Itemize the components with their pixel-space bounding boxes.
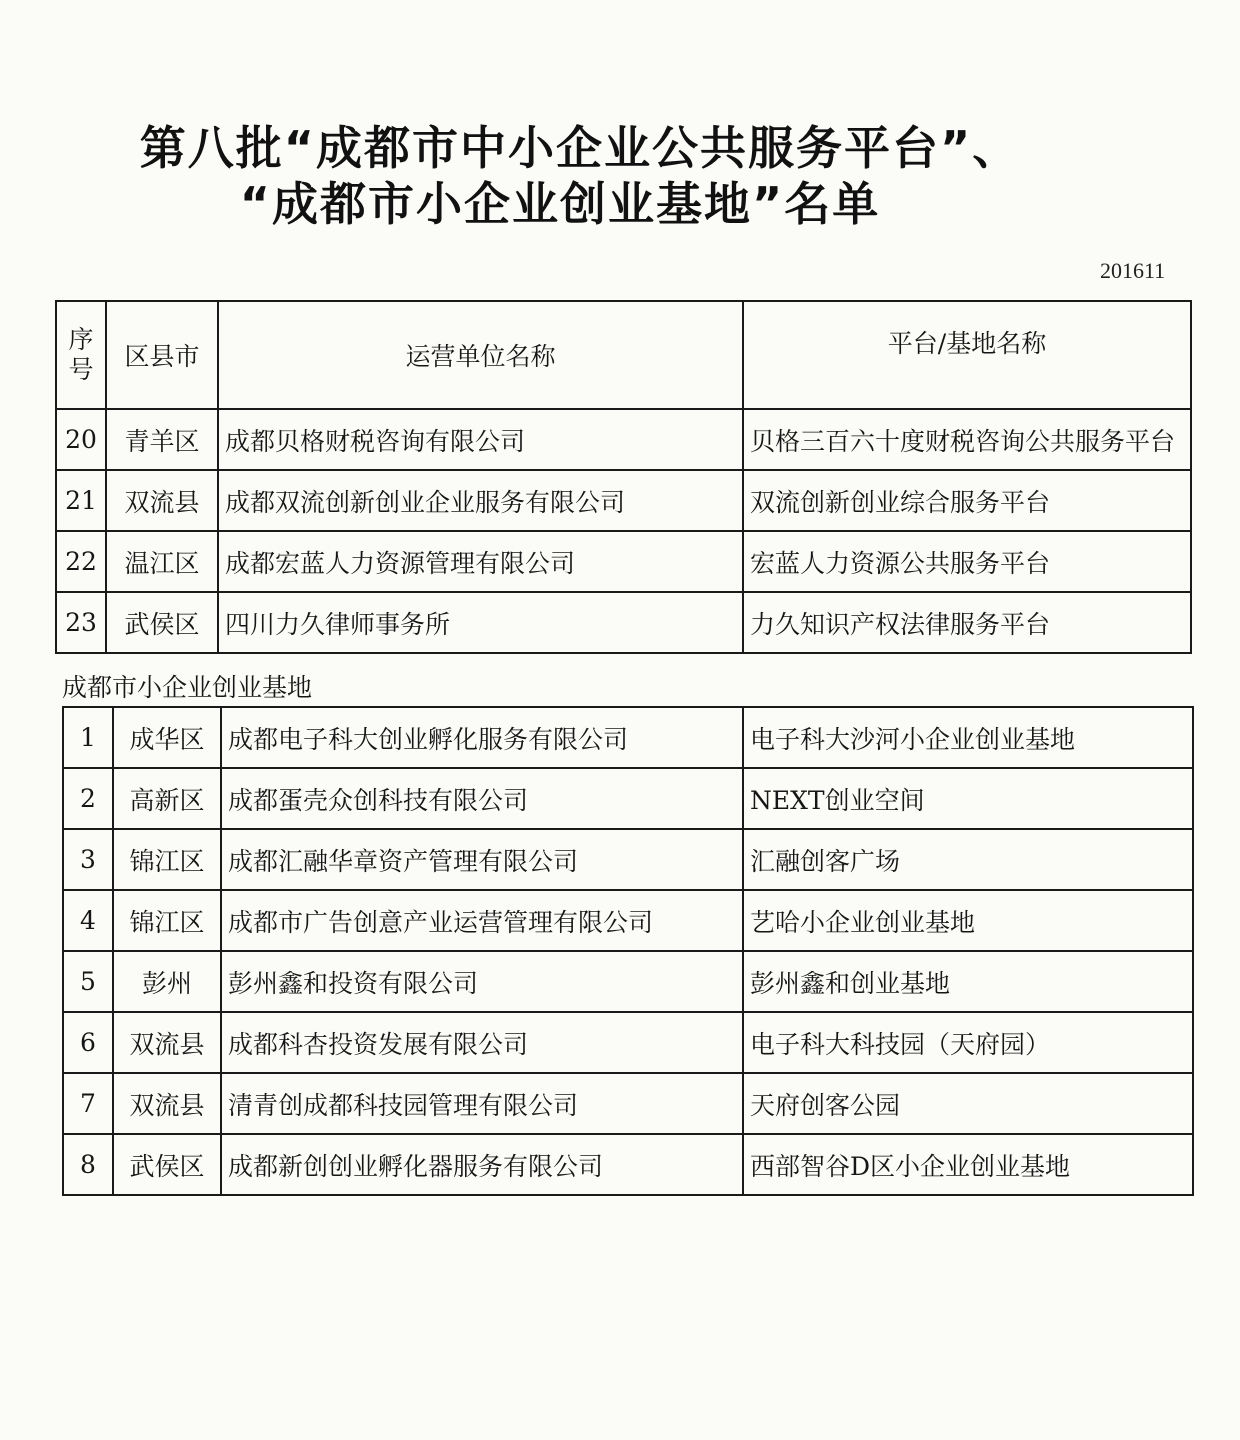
row-unit: 成都市广告创意产业运营管理有限公司 xyxy=(221,890,743,951)
row-unit: 成都电子科大创业孵化服务有限公司 xyxy=(221,707,743,768)
row-unit: 四川力久律师事务所 xyxy=(218,592,743,653)
row-no: 2 xyxy=(63,768,113,829)
row-district: 武侯区 xyxy=(106,592,218,653)
row-name: 双流创新创业综合服务平台 xyxy=(743,470,1191,531)
header-district: 区县市 xyxy=(106,301,218,409)
row-no: 20 xyxy=(56,409,106,470)
header-platform: 平台/基地名称 xyxy=(743,301,1191,409)
table-row xyxy=(56,409,1191,470)
row-name: 天府创客公园 xyxy=(743,1073,1193,1134)
table-row xyxy=(63,951,1193,1012)
row-unit: 成都宏蓝人力资源管理有限公司 xyxy=(218,531,743,592)
title-line-1: 第八批“成都市中小企业公共服务平台”、 xyxy=(139,121,1021,175)
table-row xyxy=(63,890,1193,951)
row-unit: 彭州鑫和投资有限公司 xyxy=(221,951,743,1012)
row-no: 3 xyxy=(63,829,113,890)
table-row xyxy=(63,768,1193,829)
table-row xyxy=(56,531,1191,592)
row-name: 宏蓝人力资源公共服务平台 xyxy=(743,531,1191,592)
platform-table xyxy=(55,300,1192,654)
row-name: NEXT创业空间 xyxy=(743,768,1193,829)
row-no: 7 xyxy=(63,1073,113,1134)
row-name: 彭州鑫和创业基地 xyxy=(743,951,1193,1012)
row-district: 高新区 xyxy=(113,768,221,829)
row-name: 汇融创客广场 xyxy=(743,829,1193,890)
row-no: 1 xyxy=(63,707,113,768)
row-unit: 成都贝格财税咨询有限公司 xyxy=(218,409,743,470)
row-district: 双流县 xyxy=(113,1073,221,1134)
row-unit: 成都双流创新创业企业服务有限公司 xyxy=(218,470,743,531)
row-no: 23 xyxy=(56,592,106,653)
row-name: 西部智谷D区小企业创业基地 xyxy=(743,1134,1193,1195)
row-name: 艺哈小企业创业基地 xyxy=(743,890,1193,951)
table-row xyxy=(63,1073,1193,1134)
row-district: 双流县 xyxy=(113,1012,221,1073)
table-row xyxy=(63,1134,1193,1195)
title-line-2: “成都市小企业创业基地”名单 xyxy=(239,177,881,231)
table-row xyxy=(63,1012,1193,1073)
header-no xyxy=(56,301,106,409)
header-no-text: 序号 xyxy=(68,325,94,384)
row-no: 21 xyxy=(56,470,106,531)
row-unit: 成都蛋壳众创科技有限公司 xyxy=(221,768,743,829)
table-header-row xyxy=(56,301,1191,409)
row-district: 成华区 xyxy=(113,707,221,768)
row-no: 4 xyxy=(63,890,113,951)
header-unit: 运营单位名称 xyxy=(218,301,743,409)
row-district: 彭州 xyxy=(113,951,221,1012)
row-unit: 成都科杏投资发展有限公司 xyxy=(221,1012,743,1073)
row-unit: 成都新创创业孵化器服务有限公司 xyxy=(221,1134,743,1195)
table-row xyxy=(63,707,1193,768)
row-unit: 清青创成都科技园管理有限公司 xyxy=(221,1073,743,1134)
row-name: 力久知识产权法律服务平台 xyxy=(743,592,1191,653)
base-table xyxy=(62,706,1194,1196)
row-name: 贝格三百六十度财税咨询公共服务平台 xyxy=(743,409,1191,470)
table-row xyxy=(63,829,1193,890)
row-no: 22 xyxy=(56,531,106,592)
row-no: 5 xyxy=(63,951,113,1012)
row-name: 电子科大沙河小企业创业基地 xyxy=(743,707,1193,768)
row-district: 温江区 xyxy=(106,531,218,592)
row-district: 双流县 xyxy=(106,470,218,531)
row-district: 武侯区 xyxy=(113,1134,221,1195)
table-row xyxy=(56,470,1191,531)
row-district: 锦江区 xyxy=(113,890,221,951)
document-code: 201611 xyxy=(1100,258,1166,283)
section-title: 成都市小企业创业基地 xyxy=(62,673,313,702)
table-row xyxy=(56,592,1191,653)
row-no: 6 xyxy=(63,1012,113,1073)
row-district: 青羊区 xyxy=(106,409,218,470)
row-unit: 成都汇融华章资产管理有限公司 xyxy=(221,829,743,890)
row-no: 8 xyxy=(63,1134,113,1195)
row-district: 锦江区 xyxy=(113,829,221,890)
row-name: 电子科大科技园（天府园） xyxy=(743,1012,1193,1073)
